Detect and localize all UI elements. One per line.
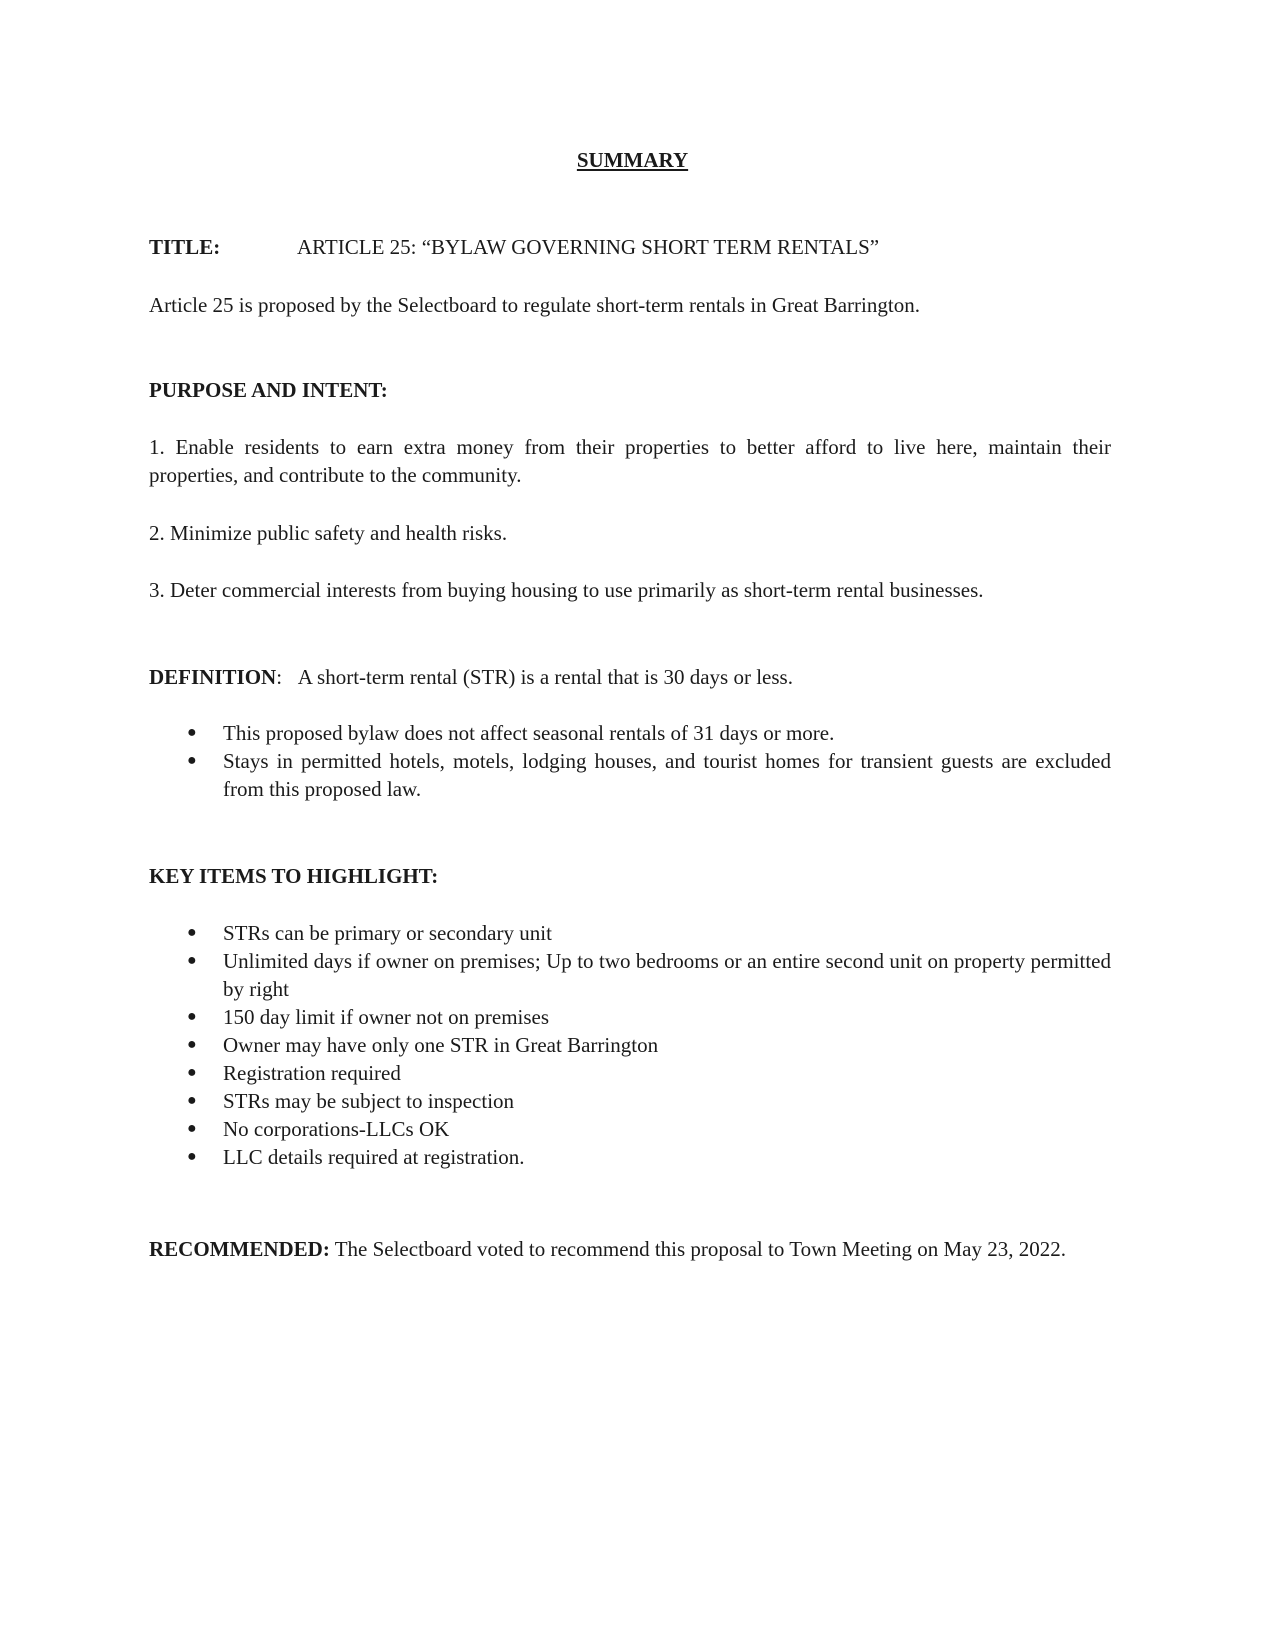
purpose-item-3: 3. Deter commercial interests from buying housing to use primarily as short-term rental businesses. <box>149 578 984 602</box>
list-item <box>149 1059 1111 1087</box>
purpose-heading: PURPOSE AND INTENT: <box>149 378 388 402</box>
title-label: TITLE: <box>149 235 221 259</box>
list-item-text: Owner may have only one STR in Great Barrington <box>223 1033 659 1057</box>
list-item-text: No corporations-LLCs OK <box>223 1117 450 1141</box>
list-item <box>149 947 1111 1003</box>
list-item-text: Registration required <box>223 1061 401 1085</box>
purpose-item-2: 2. Minimize public safety and health risks. <box>149 521 508 545</box>
list-item <box>149 1143 1111 1171</box>
definition-text: A short-term rental (STR) is a rental that is 30 days or less. <box>297 665 793 689</box>
definition-bullet-list <box>149 719 1111 803</box>
list-item <box>149 1115 1111 1143</box>
bullet-icon: ● <box>187 724 197 741</box>
key-items-bullet-list <box>149 919 1111 1171</box>
list-item-text: LLC details required at registration. <box>223 1145 525 1169</box>
definition-label: DEFINITION <box>149 665 277 689</box>
list-item <box>149 1003 1111 1031</box>
list-item-text: Stays in permitted hotels, motels, lodging houses, and tourist homes for transient guests are excluded from this proposed law. <box>223 749 1111 801</box>
bullet-icon: ● <box>187 1008 197 1025</box>
title-value: ARTICLE 25: “BYLAW GOVERNING SHORT TERM RENTALS” <box>297 235 880 259</box>
bullet-icon: ● <box>187 1036 197 1053</box>
definition-line <box>149 663 1111 691</box>
title-line <box>149 233 1111 261</box>
list-item-text: Unlimited days if owner on premises; Up to two bedrooms or an entire second unit on property permitted by right <box>223 949 1111 1001</box>
recommended-line <box>149 1235 1111 1263</box>
list-item-text: STRs may be subject to inspection <box>223 1089 515 1113</box>
bullet-icon: ● <box>187 952 197 969</box>
intro-paragraph: Article 25 is proposed by the Selectboard to regulate short-term rentals in Great Barrington. <box>149 293 920 317</box>
recommended-text: The Selectboard voted to recommend this proposal to Town Meeting on May 23, 2022. <box>334 1237 1066 1261</box>
page-title: SUMMARY <box>576 148 689 172</box>
purpose-item-1: 1. Enable residents to earn extra money from their properties to better afford to live here, maintain their properties, and contribute to the community. <box>149 435 1111 487</box>
list-item <box>149 919 1111 947</box>
list-item-text: STRs can be primary or secondary unit <box>223 921 552 945</box>
key-items-heading: KEY ITEMS TO HIGHLIGHT: <box>149 864 439 888</box>
list-item <box>149 1087 1111 1115</box>
recommended-label: RECOMMENDED: <box>149 1237 330 1261</box>
list-item <box>149 747 1111 803</box>
list-item <box>149 719 1111 747</box>
bullet-icon: ● <box>187 1092 197 1109</box>
list-item <box>149 1031 1111 1059</box>
bullet-icon: ● <box>187 924 197 941</box>
bullet-icon: ● <box>187 752 197 769</box>
bullet-icon: ● <box>187 1064 197 1081</box>
definition-separator: : <box>276 665 283 689</box>
list-item-text: This proposed bylaw does not affect seasonal rentals of 31 days or more. <box>223 721 835 745</box>
bullet-icon: ● <box>187 1148 197 1165</box>
bullet-icon: ● <box>187 1120 197 1137</box>
list-item-text: 150 day limit if owner not on premises <box>223 1005 550 1029</box>
